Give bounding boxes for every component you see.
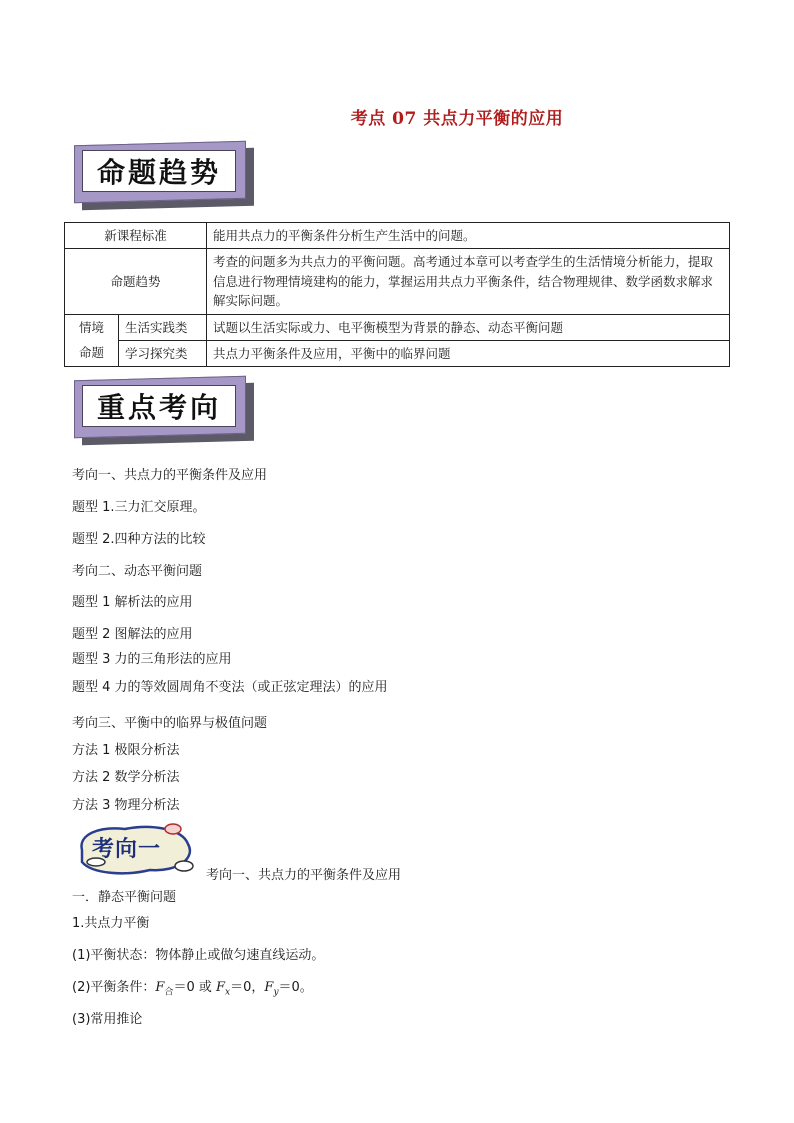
list-item: 题型 1 解析法的应用 [72,595,193,610]
table-cell: 试题以生活实际或力、电平衡模型为背景的静态、动态平衡问题 [207,314,730,340]
banner-trend-label: 命题趋势 [82,150,236,192]
table-cell: 学习探究类 [119,340,207,366]
table-row [65,249,730,314]
list-item: 题型 1.三力汇交原理。 [72,500,206,515]
paragraph-equilibrium-condition: (2)平衡条件：$F_合=0$ 或 $F_x=0$，$F_y=0$。 [72,980,313,998]
info-table [64,222,730,367]
table-cell: 考查的问题多为共点力的平衡问题。高考通过本章可以考查学生的生活情境分析能力，提取信息进行物理情境建构的能力，掌握运用共点力平衡条件，结合物理规律、数学函数求解求解实际问题。 [207,249,730,314]
table-cell: 新课程标准 [65,223,207,249]
list-item: 考向二、动态平衡问题 [72,564,203,579]
badge-label: 考向一 [92,836,162,862]
table-row [65,223,730,249]
badge-caption: 考向一、共点力的平衡条件及应用 [206,868,402,883]
list-item: 方法 2 数学分析法 [72,770,180,785]
table-row [65,340,730,366]
table-cell: 能用共点力的平衡条件分析生产生活中的问题。 [207,223,730,249]
section-badge [70,820,200,880]
list-item: 考向一、共点力的平衡条件及应用 [72,468,268,483]
table-cell: 生活实践类 [119,314,207,340]
paragraph: (1)平衡状态：物体静止或做匀速直线运动。 [72,948,325,963]
list-item: 考向三、平衡中的临界与极值问题 [72,716,268,731]
banner-trend [74,143,254,209]
banner-key-label: 重点考向 [82,385,236,427]
page-title: 考点 07 共点力平衡的应用 [350,109,564,129]
list-item: 题型 2.四种方法的比较 [72,532,206,547]
table-cell: 命题趋势 [65,249,207,314]
paragraph: (3)常用推论 [72,1012,143,1027]
list-item: 方法 3 物理分析法 [72,798,180,813]
table-cell: 情境 命题 [65,314,119,367]
table-cell: 共点力平衡条件及应用，平衡中的临界问题 [207,340,730,366]
banner-key-direction [74,378,254,444]
list-item: 题型 4 力的等效圆周角不变法（或正弦定理法）的应用 [72,680,388,695]
section-heading: 一．静态平衡问题 [72,890,177,905]
table-row [65,314,730,340]
subsection-heading: 1.共点力平衡 [72,916,150,931]
list-item: 题型 3 力的三角形法的应用 [72,652,232,667]
list-item: 方法 1 极限分析法 [72,743,180,758]
list-item: 题型 2 图解法的应用 [72,627,193,642]
